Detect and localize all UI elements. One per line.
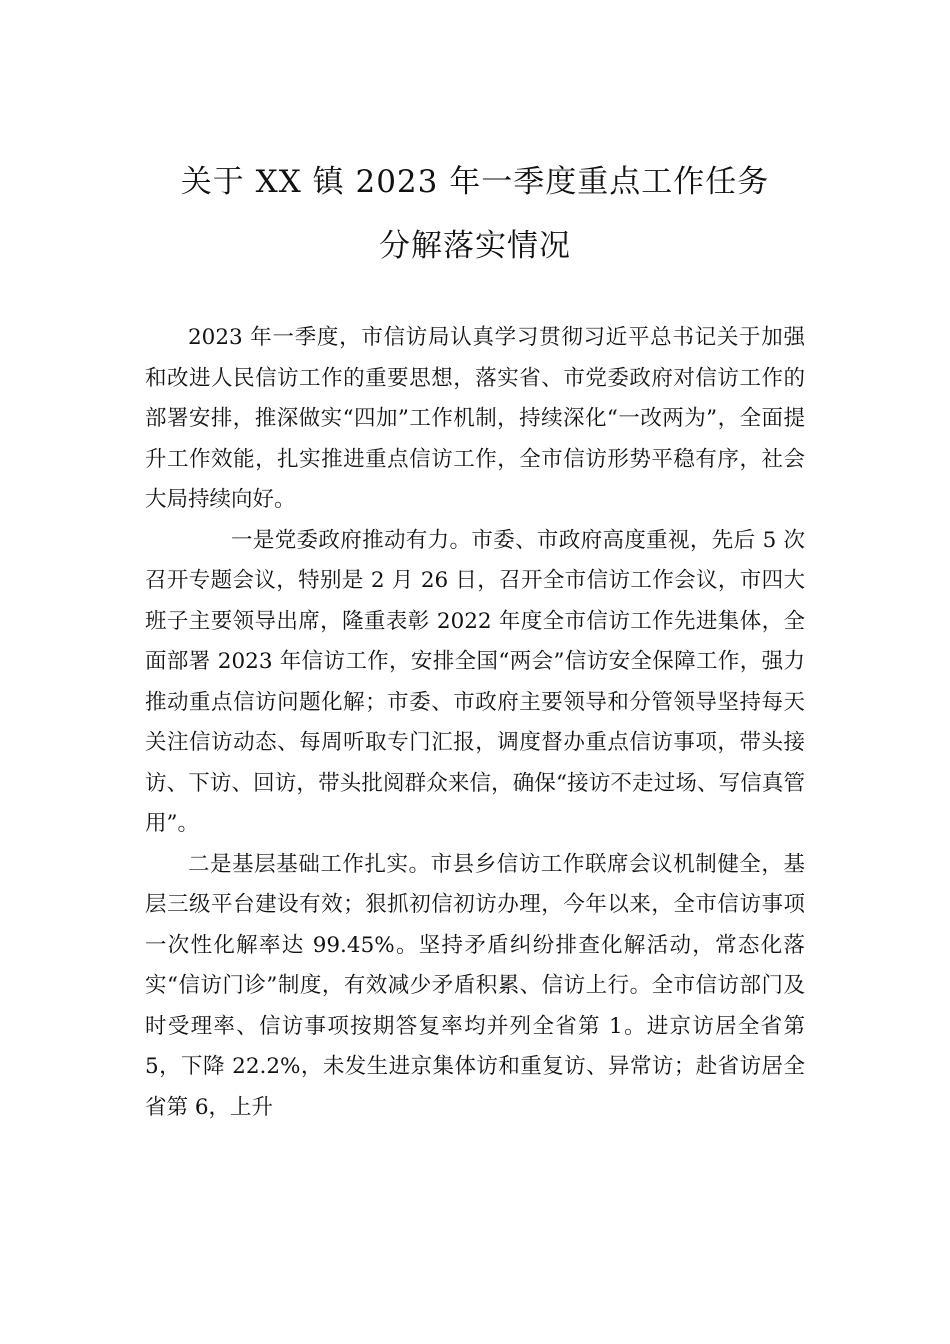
- document-title-line-2: 分解落实情况: [379, 228, 571, 264]
- paragraph-party-committee: 一是党委政府推动有力。市委、市政府高度重视，先后 5 次召开专题会议，特别是 2 月 26 日，召开全市信访工作会议，市四大班子主要领导出席，隆重表彰 2022 年度全市信访工作先进集体，全面部署 2023 年信访工作，安排全国“两会”信访安全保障工作，强力推动重点信访问题化解；市委、市政府主要领导和分管领导坚持每天关注信访动态、每周听取专门汇报，调度督办重点信访事项，带头接访、下访、回访，带头批阅群众来信，确保“接访不走过场、写信真管用”。: [145, 527, 805, 836]
- document-body: [145, 318, 805, 1128]
- paragraph-intro: 2023 年一季度，市信访局认真学习贯彻习近平总书记关于加强和改进人民信访工作的重要思想，落实省、市党委政府对信访工作的部署安排，推深做实“四加”工作机制，持续深化“一改两为”，全面提升工作效能，扎实推进重点信访工作，全市信访形势平稳有序，社会大局持续向好。: [145, 325, 805, 512]
- document-title-line-1: 关于 XX 镇 2023 年一季度重点工作任务: [180, 164, 770, 200]
- paragraph-grassroots: 二是基层基础工作扎实。市县乡信访工作联席会议机制健全，基层三级平台建设有效；狠抓初信初访办理，今年以来，全市信访事项一次性化解率达 99.45%。坚持矛盾纠纷排查化解活动，常态化落实“信访门诊”制度，有效减少矛盾积累、信访上行。全市信访部门及时受理率、信访事项按期答复率均并列全省第 1。进京访居全省第 5，下降 22.2%，未发生进京集体访和重复访、异常访；赴省访居全省第 6，上升: [145, 851, 805, 1120]
